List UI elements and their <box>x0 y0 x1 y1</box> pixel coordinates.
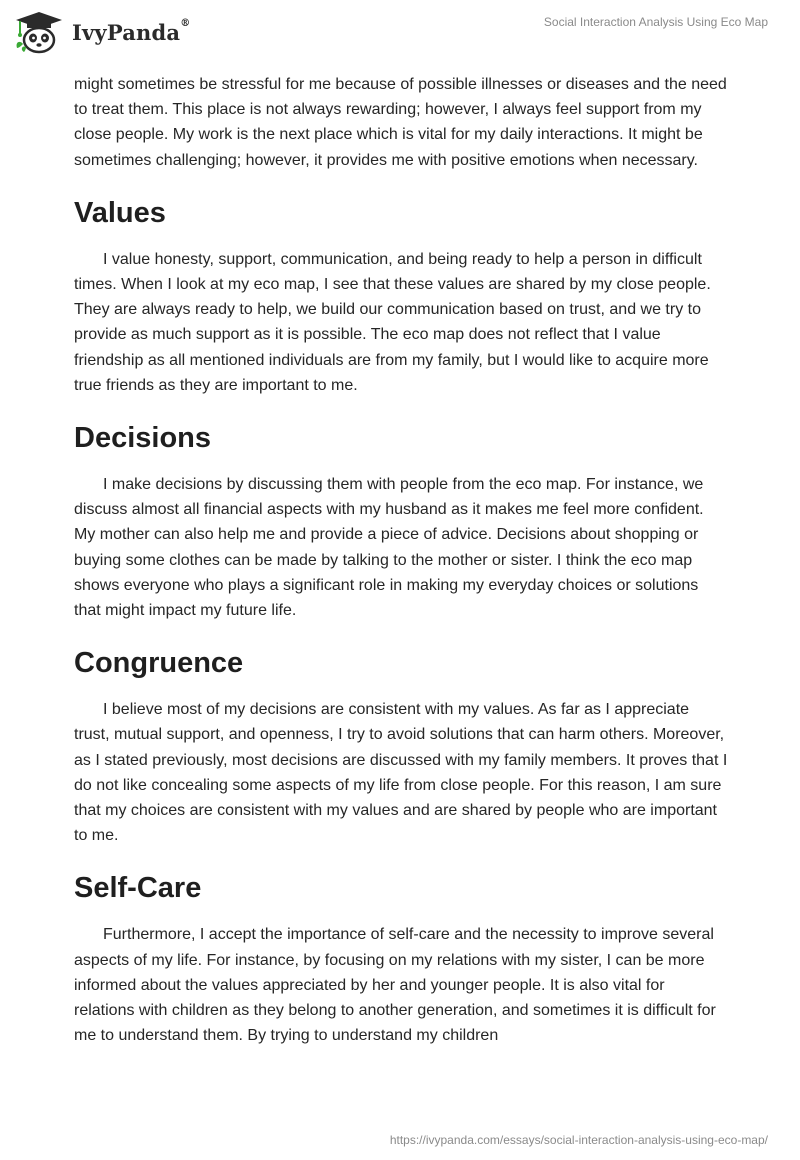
panda-graduation-cap-icon <box>14 10 64 54</box>
section-heading-decisions: Decisions <box>74 422 211 455</box>
section-paragraph-self-care: Furthermore, I accept the importance of self-care and the necessity to improve several aspects of my life. For instance, by focusing on my relations with my sister, I can be more informed about the values appreciated by her and younger people. It is also vital for relations with children as they belong to another generation, and sometimes it is difficult for me to understand them. By trying to understand my children <box>74 926 716 1045</box>
document-title: Social Interaction Analysis Using Eco Map <box>543 15 768 29</box>
brand-name: IvyPanda® <box>72 17 191 45</box>
section-paragraph-congruence: I believe most of my decisions are consistent with my values. As far as I appreciate trust, mutual support, and openness, I try to avoid solutions that can harm others. Moreover, as I stated previously, most decisions are discussed with my family members. It proves that I do not like concealing some aspects of my life from close people. For this reason, I am sure that my choices are consistent with my values and are shared by people who are important to me. <box>74 701 728 845</box>
section-paragraph-decisions: I make decisions by discussing them with people from the eco map. For instance, we discuss almost all financial aspects with my husband as it makes me feel more confident. My mother can also help me and provide a piece of advice. Decisions about shopping or buying some clothes can be made by talking to the mother or sister. I think the eco map shows everyone who plays a significant role in making my everyday choices or solutions that might impact my future life. <box>74 476 704 620</box>
page-header <box>0 0 800 64</box>
essay-body <box>74 72 728 1048</box>
section-heading-values: Values <box>74 196 166 229</box>
intro-paragraph: might sometimes be stressful for me because of possible illnesses or diseases and the need to treat them. This place is not always rewarding; however, I always feel support from my close people. My work is the next place which is vital for my daily interactions. It might be sometimes challenging; however, it provides me with positive emotions when necessary. <box>74 76 727 169</box>
section-heading-congruence: Congruence <box>74 647 244 680</box>
ivypanda-logo[interactable] <box>14 8 190 56</box>
section-heading-self-care: Self-Care <box>74 872 202 905</box>
registered-mark: ® <box>180 17 191 29</box>
section-paragraph-values: I value honesty, support, communication, and being ready to help a person in difficult times. When I look at my eco map, I see that these values are shared by my close people. They are always ready to help, we build our communication based on trust, and we try to provide as much support as it is possible. The eco map does not reflect that I value friendship as all mentioned individuals are from my family, but I would like to acquire more true friends as they are important to me. <box>74 250 711 394</box>
source-url[interactable]: https://ivypanda.com/essays/social-interaction-analysis-using-eco-map/ <box>389 1133 768 1147</box>
